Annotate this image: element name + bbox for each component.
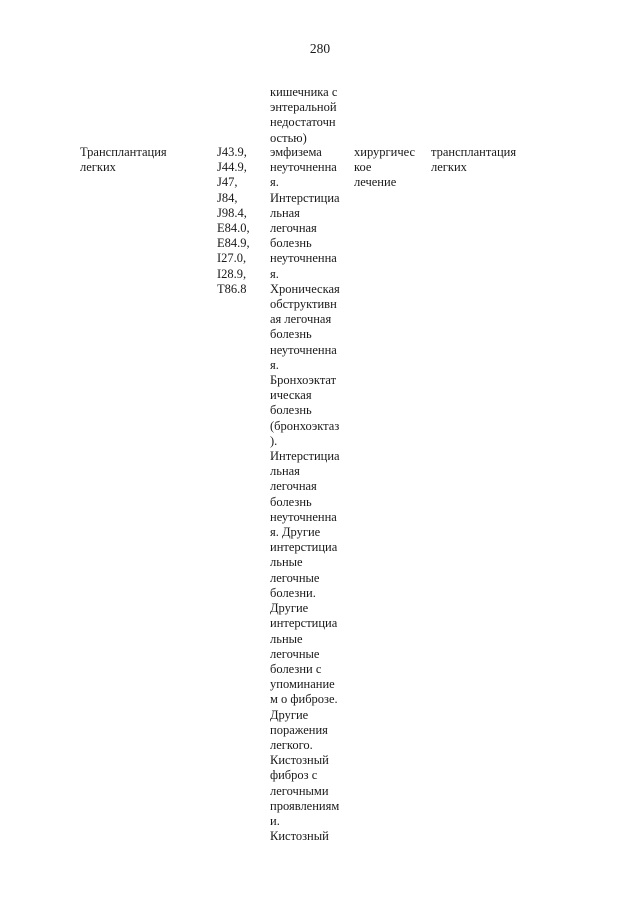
treatment-method: трансплантация легких [431,145,517,175]
page-number: 280 [309,41,331,56]
procedure-name: Трансплантация легких [80,145,167,175]
icd-codes: J43.9, J44.9, J47, J84, J98.4, E84.0, E84.9, I27.0, I28.9, T86.8 [217,145,250,296]
diagnosis-description: эмфизема неуточненна я. Интерстициа льная легочная болезнь неуточненна я. Хроническая обструктивн ая легочная болезнь неуточненна я. Бронхоэктат ическая болезнь (бронхоэктаз ). Интерстициа льная легочная болезнь неуточненна я. Другие интерстициа льные легочные болезни. Другие интерстициа льные легочные болезни с упоминание м о фиброзе. Другие поражения легкого. Кистозный фиброз с легочными проявлениям и. Кистозный [270,145,340,844]
treatment-type: хирургичес кое лечение [354,145,416,190]
diagnosis-continuation: кишечника с энтеральной недостаточн остью) [270,85,338,145]
